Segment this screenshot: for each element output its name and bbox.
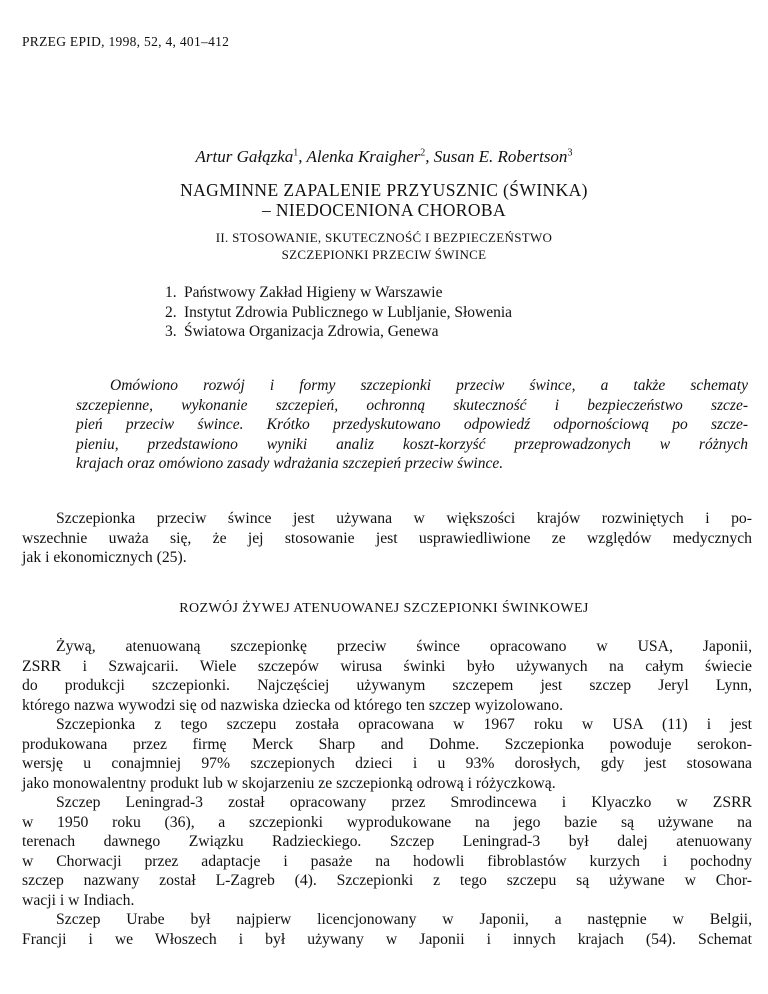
abstract-line: Omówiono rozwój i formy szczepionki przeciw śwince, a także schematy bbox=[110, 377, 748, 394]
article-title bbox=[0, 180, 768, 220]
article-title-line: NAGMINNE ZAPALENIE PRZYUSZNIC (ŚWINKA) bbox=[180, 180, 588, 200]
text-line: Żywą, atenuowaną szczepionkę przeciw śwince opracowano w USA, Japonii, bbox=[56, 638, 752, 655]
affiliation-item bbox=[165, 283, 512, 303]
abstract-line: pieniu, przedstawiono wyniki analiz koszt-korzyść przeprowadzonych w różnych bbox=[76, 435, 748, 453]
abstract-line: szczepienne, wykonanie szczepień, ochronną skuteczność i bezpieczeństwo szcze- bbox=[76, 396, 748, 414]
author-affiliation-mark: 2 bbox=[420, 147, 426, 159]
text-line: do produkcji szczepionki. Najczęściej używanym szczepem jest szczep Jeryl Lynn, bbox=[22, 677, 752, 694]
article-subtitle-line: II. STOSOWANIE, SKUTECZNOŚĆ I BEZPIECZEŃSTWO bbox=[215, 230, 553, 245]
abstract-line: pień przeciw śwince. Krótko przedyskutowano odpowiedź odpornościową po szcze- bbox=[76, 416, 748, 434]
text-line: Szczep Leningrad-3 został opracowany przez Smrodincewa i Klyaczko w ZSRR bbox=[56, 794, 752, 811]
text-line: Szczep Urabe był najpierw licencjonowany w Japonii, a następnie w Belgii, bbox=[56, 911, 752, 928]
author-name: Alenka Kraigher bbox=[306, 147, 421, 166]
text-line: wszechnie uważa się, że jej stosowanie jest usprawiedliwione ze względów medycznych bbox=[22, 529, 752, 547]
affiliation-text: Światowa Organizacja Zdrowia, Genewa bbox=[184, 323, 439, 340]
text-line: Szczepionka przeciw śwince jest używana w większości krajów rozwiniętych i po- bbox=[56, 510, 752, 527]
author-affiliation-mark: 3 bbox=[567, 147, 573, 159]
author-affiliation-mark: 1 bbox=[293, 147, 299, 159]
text-line: w Chorwacji przez adaptacje i pasaże na hodowli fibroblastów kurzych i pochodny bbox=[22, 852, 752, 870]
intro-paragraph bbox=[22, 509, 752, 568]
text-line: produkowana przez firmę Merck Sharp and Dohme. Szczepionka powoduje serokon- bbox=[22, 735, 752, 753]
affiliation-number: 2. bbox=[165, 303, 177, 321]
affiliation-number: 3. bbox=[165, 323, 177, 340]
text-line: ZSRR i Szwajcarii. Wiele szczepów wirusa świnki było używanych na całym świecie bbox=[22, 657, 752, 675]
body-paragraph bbox=[22, 637, 752, 715]
text-line: terenach dawnego Związku Radzieckiego. Szczep Leningrad-3 był dalej atenuowany bbox=[22, 833, 752, 850]
text-line: szczep nazwany został L-Zagreb (4). Szczepionki z tego szczepu są używane w Chor- bbox=[22, 872, 752, 889]
author-list: Artur Gałązka$^1$, Alenka Kraigher$^2$, Susan E. Robertson$^3$ bbox=[195, 147, 573, 166]
affiliation-text: Instytut Zdrowia Publicznego w Lubljanie, Słowenia bbox=[184, 303, 513, 321]
author-name: Susan E. Robertson bbox=[433, 147, 568, 166]
text-line: jak i ekonomicznych (25). bbox=[22, 549, 187, 566]
affiliation-number: 1. bbox=[165, 284, 177, 301]
affiliation-item bbox=[165, 322, 512, 342]
text-line: jako monowalentny produkt lub w skojarzeniu ze szczepionką odrową i różyczkową. bbox=[22, 774, 556, 792]
text-line: Francji i we Włoszech i był używany w Japonii i innych krajach (54). Schemat bbox=[22, 930, 752, 948]
section-heading: ROZWÓJ ŻYWEJ ATENUOWANEJ SZCZEPIONKI ŚWINKOWEJ bbox=[179, 601, 589, 616]
text-line: którego nazwa wywodzi się od nazwiska dziecka od którego ten szczep wyizolowano. bbox=[22, 696, 564, 714]
author-name: Artur Gałązka bbox=[195, 147, 294, 166]
body-paragraph bbox=[22, 793, 752, 910]
running-head: PRZEG EPID, 1998, 52, 4, 401–412 bbox=[22, 34, 230, 49]
body-paragraph bbox=[22, 715, 752, 793]
body-paragraph bbox=[22, 910, 752, 949]
article-subtitle bbox=[0, 229, 768, 263]
text-line: wacji i w Indiach. bbox=[22, 891, 135, 909]
affiliation-text: Państwowy Zakład Higieny w Warszawie bbox=[184, 284, 443, 301]
article-title-line: – NIEDOCENIONA CHOROBA bbox=[261, 200, 507, 220]
abstract bbox=[76, 376, 748, 474]
text-line: wersję u conajmniej 97% szczepionych dzieci i u 93% dorosłych, gdy jest stosowana bbox=[22, 755, 752, 772]
affiliation-list bbox=[165, 283, 512, 342]
text-line: Szczepionka z tego szczepu została opracowana w 1967 roku w USA (11) i jest bbox=[56, 716, 752, 733]
text-line: w 1950 roku (36), a szczepionki wyprodukowane na jego bazie są używane na bbox=[22, 813, 752, 831]
article-subtitle-line: SZCZEPIONKI PRZECIW ŚWINCE bbox=[281, 247, 487, 262]
affiliation-item bbox=[165, 303, 512, 323]
abstract-line: krajach oraz omówiono zasady wdrażania szczepień przeciw śwince. bbox=[76, 455, 504, 473]
